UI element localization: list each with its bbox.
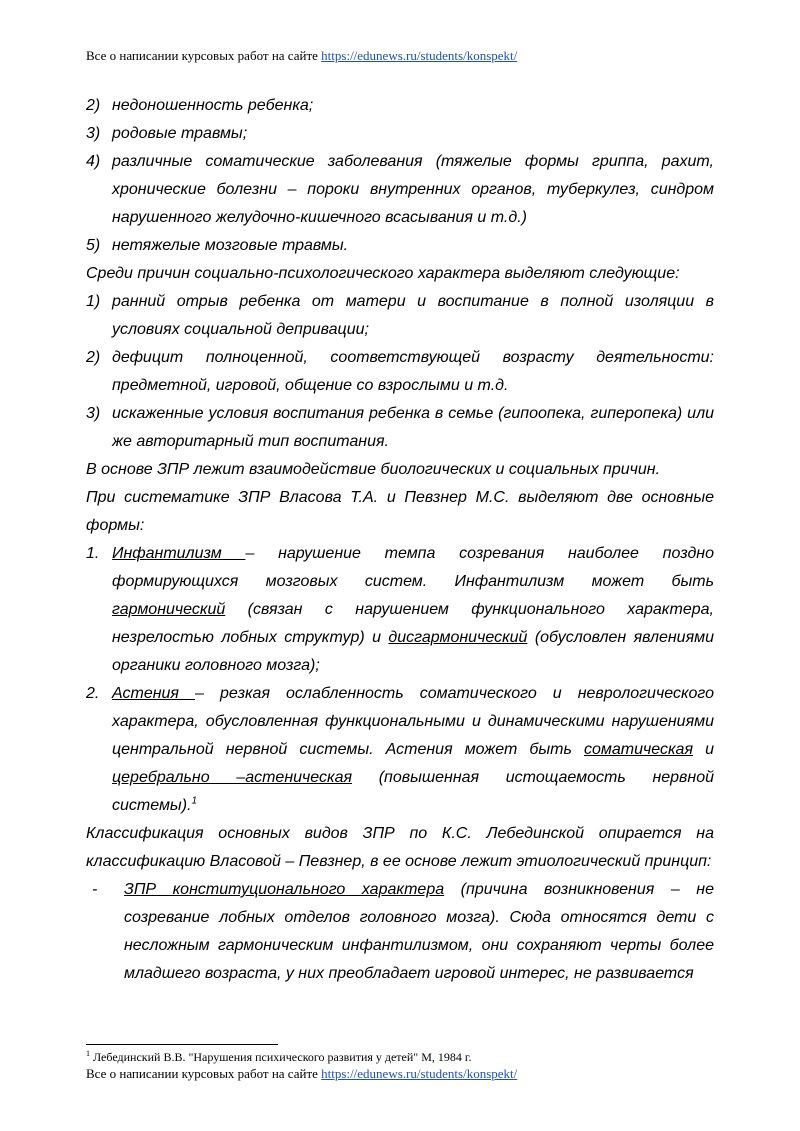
term-disharmonic: дисгармонический xyxy=(388,629,528,646)
list-item xyxy=(86,288,714,344)
header-text: Все о написании курсовых работ на сайте xyxy=(86,48,322,63)
form-text: (повышенная истощаемость нервной системы). xyxy=(112,769,714,814)
form-text: – нарушение темпа созревания наиболее поздно формирующихся мозговых систем. Инфантилизм может быть xyxy=(112,545,715,590)
list-number: 4) xyxy=(86,153,101,170)
list-item xyxy=(86,148,714,232)
form-item-infantilism xyxy=(86,540,714,680)
list-number: 5) xyxy=(86,237,101,254)
paragraph-systematics: При систематике ЗПР Власова Т.А. и Певзнер М.С. выделяют две основные формы: xyxy=(86,489,714,534)
footnote-text: Лебединский В.В. "Нарушения психического развития у детей" М, 1984 г. xyxy=(90,1050,472,1064)
list-item-text: искаженные условия воспитания ребенка в семье (гипоопека, гиперопека) или же авторитарный тип воспитания. xyxy=(112,405,714,450)
list-item-text: родовые травмы; xyxy=(112,125,248,142)
footer-text: Все о написании курсовых работ на сайте xyxy=(86,1066,322,1081)
form-text: (обусловлен явлениями органики головного мозга); xyxy=(112,629,714,674)
list-number: 1) xyxy=(86,293,101,310)
list-item-text: недоношенность ребенка; xyxy=(112,97,314,114)
term-harmonic: гармонический xyxy=(112,601,226,618)
list-item xyxy=(86,120,714,148)
form-text: (связан с нарушением функционального характера, незрелостью лобных структур) и xyxy=(112,601,714,646)
page-footer xyxy=(86,1066,517,1082)
list-item-text: различные соматические заболевания (тяжелые формы гриппа, рахит, хронические болезни – пороки внутренних органов, туберкулез, синдром нарушенного желудочно-кишечного всасывания и т.д.) xyxy=(112,153,714,226)
term-infantilism: Инфантилизм xyxy=(112,545,246,562)
term-asthenia: Астения xyxy=(112,685,196,702)
list-number: 2) xyxy=(86,349,101,366)
list-item-text: нетяжелые мозговые травмы. xyxy=(112,237,349,254)
term-cerebral-asthenic: церебрально –астеническая xyxy=(112,769,353,786)
paragraph-basis: В основе ЗПР лежит взаимодействие биологических и социальных причин. xyxy=(86,461,661,478)
list-number: 2. xyxy=(86,685,100,702)
list-dash: - xyxy=(92,881,98,898)
list-item-constitutional xyxy=(86,876,714,988)
list-item-text: (причина возникновения – не созревание лобных отделов головного мозга). Сюда относятся дети с несложным гармоническим инфантилизмом, они сохраняют черты более младшего возраста, у них преобладает игровой интерес, не развивается xyxy=(124,881,714,982)
footnote-divider xyxy=(86,1044,278,1045)
footnote-number: 1 xyxy=(86,1049,90,1058)
list-item xyxy=(86,92,714,120)
list-number: 3) xyxy=(86,405,101,422)
paragraph-social-causes: Среди причин социально-психологического характера выделяют следующие: xyxy=(86,265,680,282)
term-constitutional: ЗПР конституционального характера xyxy=(124,881,445,898)
list-item xyxy=(86,344,714,400)
list-number: 2) xyxy=(86,97,101,114)
list-item xyxy=(86,400,714,456)
footnote xyxy=(86,1050,471,1065)
list-number: 1. xyxy=(86,545,100,562)
footnote-reference[interactable]: 1 xyxy=(191,795,198,807)
header-link[interactable]: https://edunews.ru/students/konspekt/ xyxy=(321,48,518,63)
footer-link[interactable]: https://edunews.ru/students/konspekt/ xyxy=(321,1066,518,1081)
term-somatic: соматическая xyxy=(584,741,693,758)
page-header xyxy=(86,48,517,64)
form-text: – резкая ослабленность соматического и неврологического характера, обусловленная функциональными и динамическими нарушениями центральной нервной системы. Астения может быть xyxy=(112,685,715,758)
list-number: 3) xyxy=(86,125,101,142)
list-item xyxy=(86,232,714,260)
main-content xyxy=(86,92,714,988)
list-item-text: ранний отрыв ребенка от матери и воспитание в полной изоляции в условиях социальной депривации; xyxy=(112,293,714,338)
form-item-asthenia xyxy=(86,680,714,820)
paragraph-classification: Классификация основных видов ЗПР по К.С. Лебединской опирается на классификацию Власовой – Певзнер, в ее основе лежит этиологический принцип: xyxy=(86,825,714,870)
form-text: и xyxy=(693,741,714,758)
list-item-text: дефицит полноценной, соответствующей возрасту деятельности: предметной, игровой, общение со взрослыми и т.д. xyxy=(112,349,714,394)
